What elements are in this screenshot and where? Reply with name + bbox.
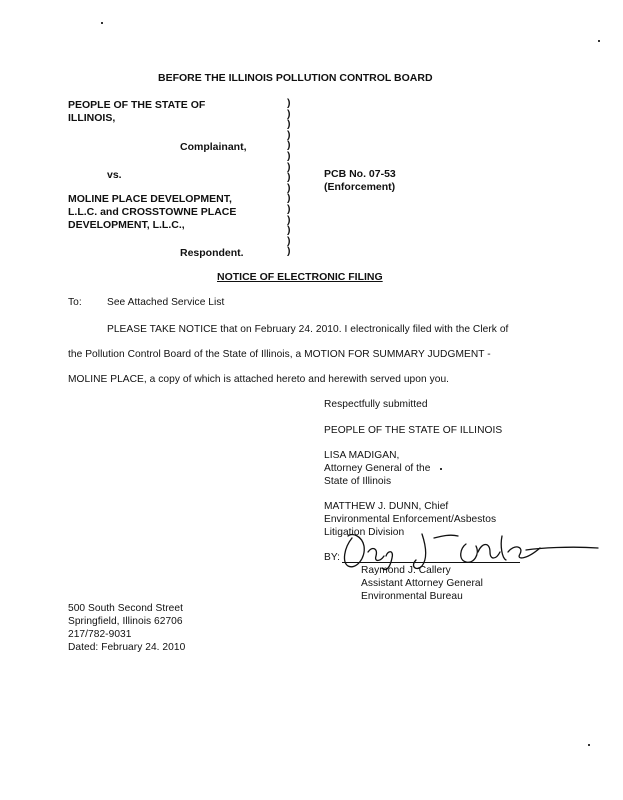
signer-title: Assistant Attorney General (361, 578, 483, 589)
caption-paren: ) (287, 118, 291, 131)
division-line2: Litigation Division (324, 527, 405, 538)
case-type: (Enforcement) (324, 181, 396, 193)
closing: Respectfully submitted (324, 399, 428, 410)
complainant-label: Complainant, (180, 141, 247, 153)
respondent-name-line2: L.L.C. and CROSSTOWNE PLACE (68, 206, 237, 218)
caption-paren: ) (287, 224, 291, 237)
respondent-label: Respondent. (180, 247, 244, 259)
caption-paren: ) (287, 202, 291, 215)
chief-name: MATTHEW J. DUNN, Chief (324, 501, 449, 512)
ag-name: LISA MADIGAN, (324, 450, 400, 461)
scan-speck (588, 744, 590, 746)
to-label: To: (68, 297, 82, 308)
to-value: See Attached Service List (107, 297, 225, 308)
caption-paren: ) (287, 181, 291, 194)
party-name: PEOPLE OF THE STATE OF ILLINOIS (324, 425, 503, 436)
caption-paren: ) (287, 192, 291, 205)
ag-title-line2: State of Illinois (324, 476, 392, 487)
caption-paren: ) (287, 107, 291, 120)
caption-paren: ) (287, 234, 291, 247)
address-dated: Dated: February 24. 2010 (68, 642, 186, 653)
caption-parenthesis-column (287, 98, 291, 257)
by-label: BY: (324, 552, 341, 563)
caption-paren: ) (287, 160, 291, 173)
caption-paren: ) (287, 213, 291, 226)
complainant-name-line1: PEOPLE OF THE STATE OF (68, 99, 206, 111)
versus-label: vs. (107, 169, 122, 181)
case-number: PCB No. 07-53 (324, 168, 396, 180)
board-heading: BEFORE THE ILLINOIS POLLUTION CONTROL BOARD (158, 72, 433, 84)
address-city: Springfield, Illinois 62706 (68, 616, 183, 627)
caption-paren: ) (287, 97, 291, 109)
signer-name: Raymond J. Callery (361, 565, 451, 576)
respondent-name-line3: DEVELOPMENT, L.L.C., (68, 219, 185, 231)
address-street: 500 South Second Street (68, 603, 183, 614)
caption-paren: ) (287, 149, 291, 162)
division-line1: Environmental Enforcement/Asbestos (324, 514, 497, 525)
scan-speck (101, 22, 103, 24)
signer-bureau: Environmental Bureau (361, 591, 463, 602)
address-phone: 217/782-9031 (68, 629, 132, 640)
caption-paren: ) (287, 128, 291, 141)
caption-paren: ) (287, 171, 291, 184)
body-line-1: PLEASE TAKE NOTICE that on February 24. 2010. I electronically filed with the Clerk of (107, 324, 509, 335)
ag-title-line1: Attorney General of the (324, 463, 431, 474)
body-line-3: MOLINE PLACE, a copy of which is attached hereto and herewith served upon you. (68, 374, 450, 385)
scan-speck (598, 40, 600, 42)
caption-paren: ) (287, 245, 291, 258)
caption-paren: ) (287, 139, 291, 152)
notice-title: NOTICE OF ELECTRONIC FILING (217, 271, 383, 283)
body-line-2: the Pollution Control Board of the State of Illinois, a MOTION FOR SUMMARY JUDGMENT - (68, 349, 491, 360)
complainant-name-line2: ILLINOIS, (68, 112, 116, 124)
respondent-name-line1: MOLINE PLACE DEVELOPMENT, (68, 193, 232, 205)
scan-speck (440, 468, 442, 470)
